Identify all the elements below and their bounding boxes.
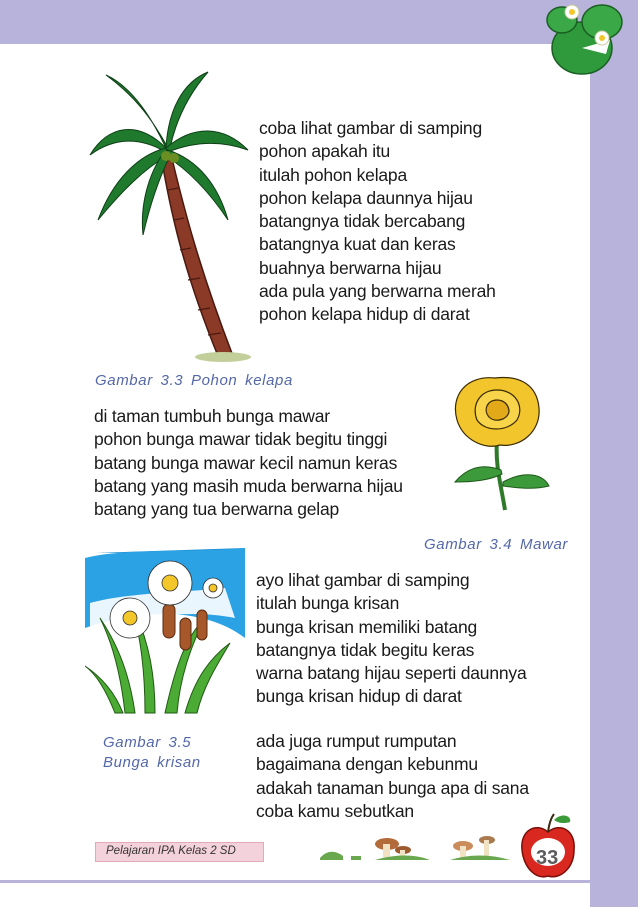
text-line: batang yang masih muda berwarna hijau: [94, 475, 403, 496]
text-line: batangnya tidak begitu keras: [256, 639, 475, 660]
text-line: adakah tanaman bunga apa di sana: [256, 777, 529, 798]
text-line: itulah bunga krisan: [256, 593, 400, 614]
text-line: pohon apakah itu: [259, 141, 391, 162]
text-line: bagaimana dengan kebunmu: [256, 754, 478, 775]
text-line: coba kamu sebutkan: [256, 800, 414, 821]
text-line: ada juga rumput rumputan: [256, 731, 457, 751]
text-line: bunga krisan memiliki batang: [256, 616, 478, 637]
text-line: di taman tumbuh bunga mawar: [94, 406, 330, 426]
rose-illustration: [445, 370, 555, 515]
text-line: itulah pohon kelapa: [259, 164, 407, 185]
text-line: ayo lihat gambar di samping: [256, 570, 470, 590]
text-line: coba lihat gambar di samping: [259, 118, 483, 138]
text-line: ada pula yang berwarna merah: [259, 281, 496, 302]
right-band: [590, 0, 638, 907]
page-number: 33: [536, 847, 559, 869]
figure-caption-chrysanthemum: [103, 733, 201, 773]
garden-plants-illustration: [315, 830, 515, 865]
text-line: batang bunga mawar kecil namun keras: [94, 452, 398, 473]
chrysanthemum-illustration: [85, 548, 245, 718]
text-line: buahnya berwarna hijau: [259, 257, 442, 278]
text-line: batangnya tidak bercabang: [259, 211, 466, 232]
footer-label: [95, 842, 264, 862]
text-line: pohon kelapa daunnya hijau: [259, 187, 473, 208]
lilypad-illustration: [540, 0, 630, 80]
footer-text: Pelajaran IPA Kelas 2 SD: [106, 845, 236, 857]
coconut-tree-illustration: [88, 70, 258, 365]
rose-paragraph: [94, 405, 403, 521]
text-line: bunga krisan hidup di darat: [256, 686, 462, 707]
figure-caption-rose: Gambar 3.4 Mawar: [424, 536, 568, 553]
text-line: pohon bunga mawar tidak begitu tinggi: [94, 429, 388, 450]
caption-line: Gambar 3.5: [103, 734, 192, 751]
footer-rule: [0, 880, 592, 883]
chrysanthemum-paragraph: [256, 569, 526, 709]
text-line: warna batang hijau seperti daunnya: [256, 663, 527, 684]
text-line: batangnya kuat dan keras: [259, 234, 456, 255]
text-line: batang yang tua berwarna gelap: [94, 499, 340, 520]
figure-caption-coconut: Gambar 3.3 Pohon kelapa: [95, 372, 293, 389]
coconut-paragraph: [259, 117, 496, 327]
caption-line: Bunga krisan: [103, 754, 201, 771]
grass-paragraph: [256, 730, 529, 823]
text-line: pohon kelapa hidup di darat: [259, 304, 470, 325]
